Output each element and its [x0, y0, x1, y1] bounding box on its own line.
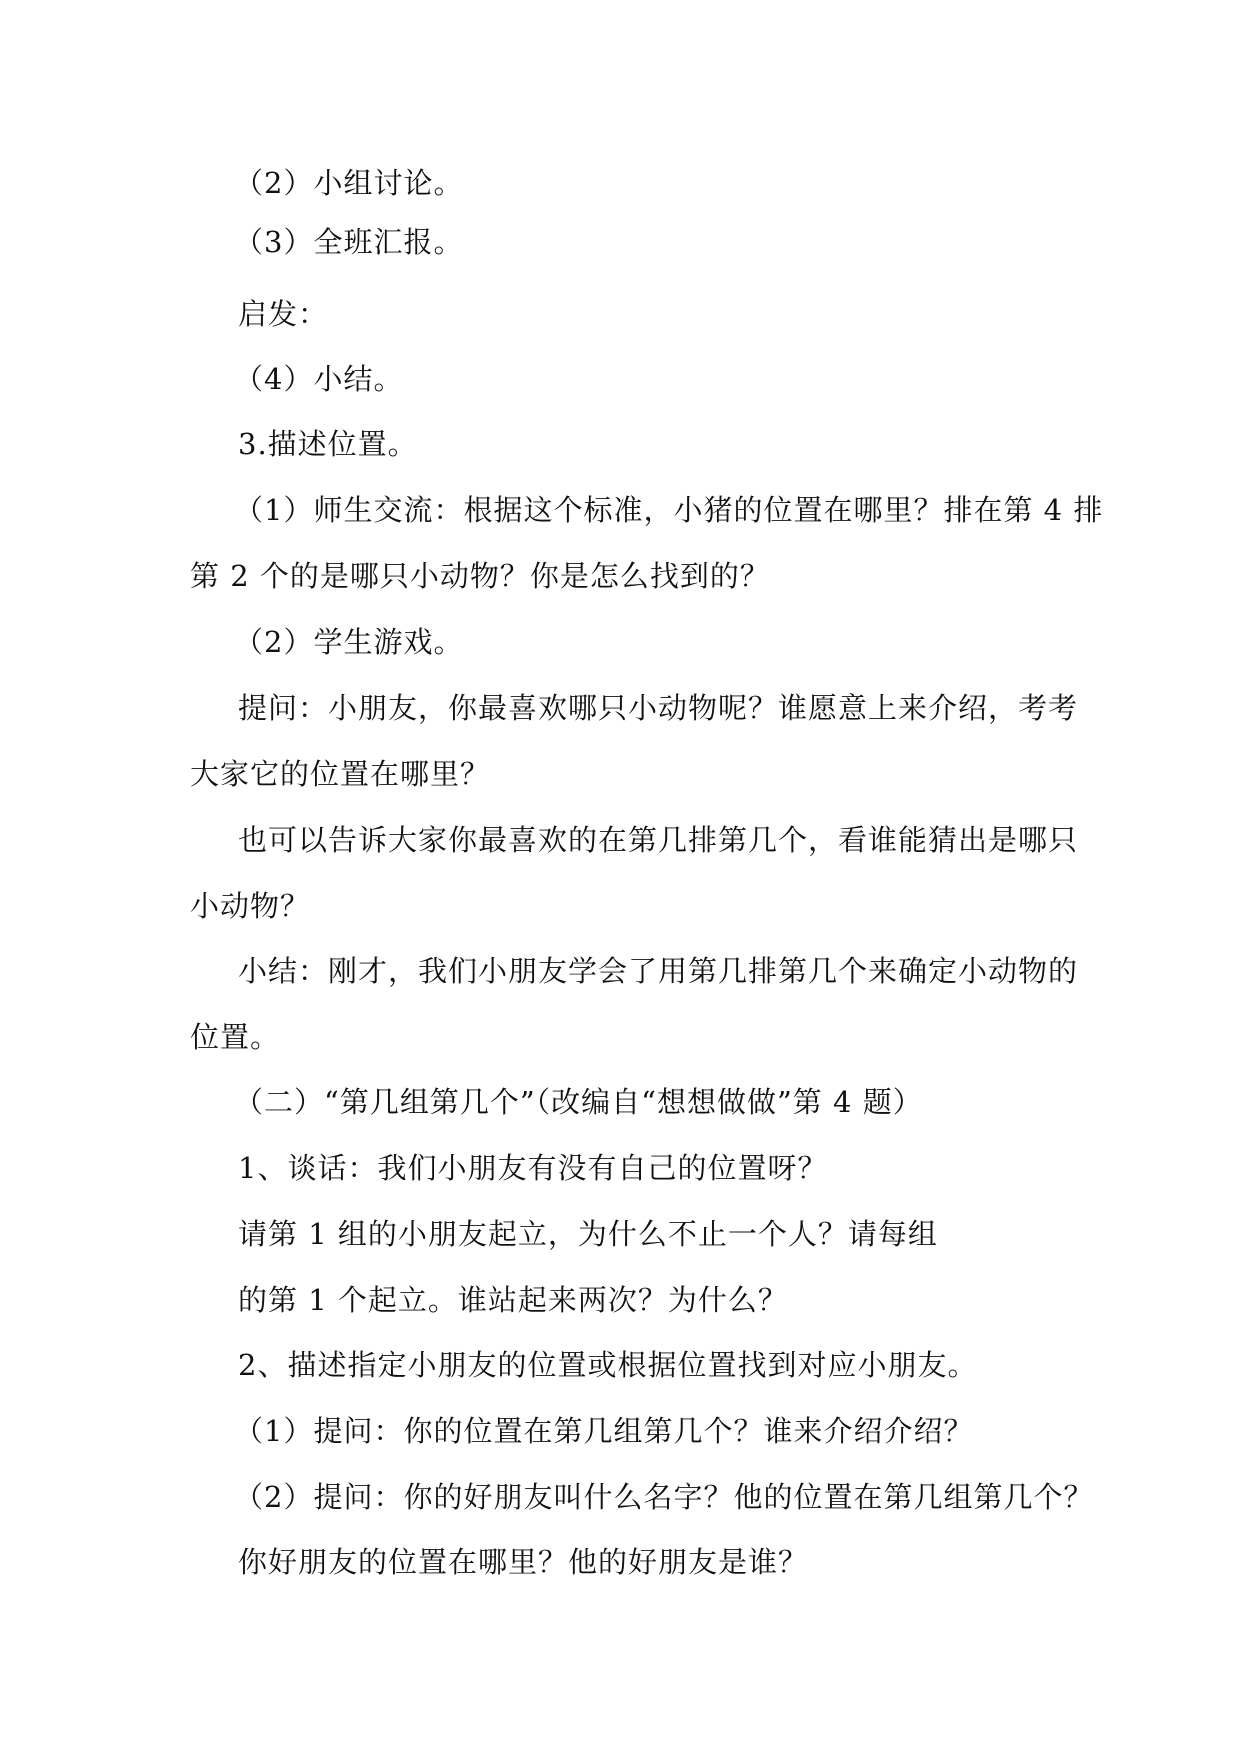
paragraph-line: 启发： [238, 297, 329, 331]
paragraph-line: 1、谈话：我们小朋友有没有自己的位置呀？ [238, 1151, 828, 1185]
paragraph-line: （3）全班汇报。 [234, 225, 464, 259]
paragraph-line: （2）提问：你的好朋友叫什么名字？他的位置在第几组第几个？ [234, 1480, 1094, 1514]
paragraph-line: 小动物？ [190, 889, 311, 923]
paragraph-line: （二）“第几组第几个”（改编自“想想做做”第 4 题） [234, 1085, 923, 1119]
paragraph-line: 请第 1 组的小朋友起立，为什么不止一个人？请每组 [238, 1217, 938, 1251]
paragraph-line: （1）提问：你的位置在第几组第几个？谁来介绍介绍？ [234, 1414, 974, 1448]
paragraph-line: 小结：刚才，我们小朋友学会了用第几排第几个来确定小动物的 [238, 954, 1079, 988]
paragraph-line: （1）师生交流：根据这个标准，小猪的位置在哪里？排在第 4 排 [234, 493, 1104, 527]
paragraph-line: 3.描述位置。 [238, 427, 418, 461]
paragraph-line: （4）小结。 [234, 362, 404, 396]
paragraph-line: 也可以告诉大家你最喜欢的在第几排第几个，看谁能猜出是哪只 [238, 823, 1079, 857]
paragraph-line: （2）学生游戏。 [234, 625, 464, 659]
paragraph-line: 提问：小朋友，你最喜欢哪只小动物呢？谁愿意上来介绍，考考 [238, 691, 1079, 725]
paragraph-line: 2、描述指定小朋友的位置或根据位置找到对应小朋友。 [238, 1348, 978, 1382]
paragraph-line: 大家它的位置在哪里？ [190, 757, 491, 791]
paragraph-line: （2）小组讨论。 [234, 166, 464, 200]
paragraph-line: 位置。 [190, 1020, 281, 1054]
paragraph-line: 第 2 个的是哪只小动物？你是怎么找到的？ [190, 559, 770, 593]
paragraph-line: 你好朋友的位置在哪里？他的好朋友是谁？ [238, 1545, 809, 1579]
paragraph-line: 的第 1 个起立。谁站起来两次？为什么？ [238, 1283, 788, 1317]
